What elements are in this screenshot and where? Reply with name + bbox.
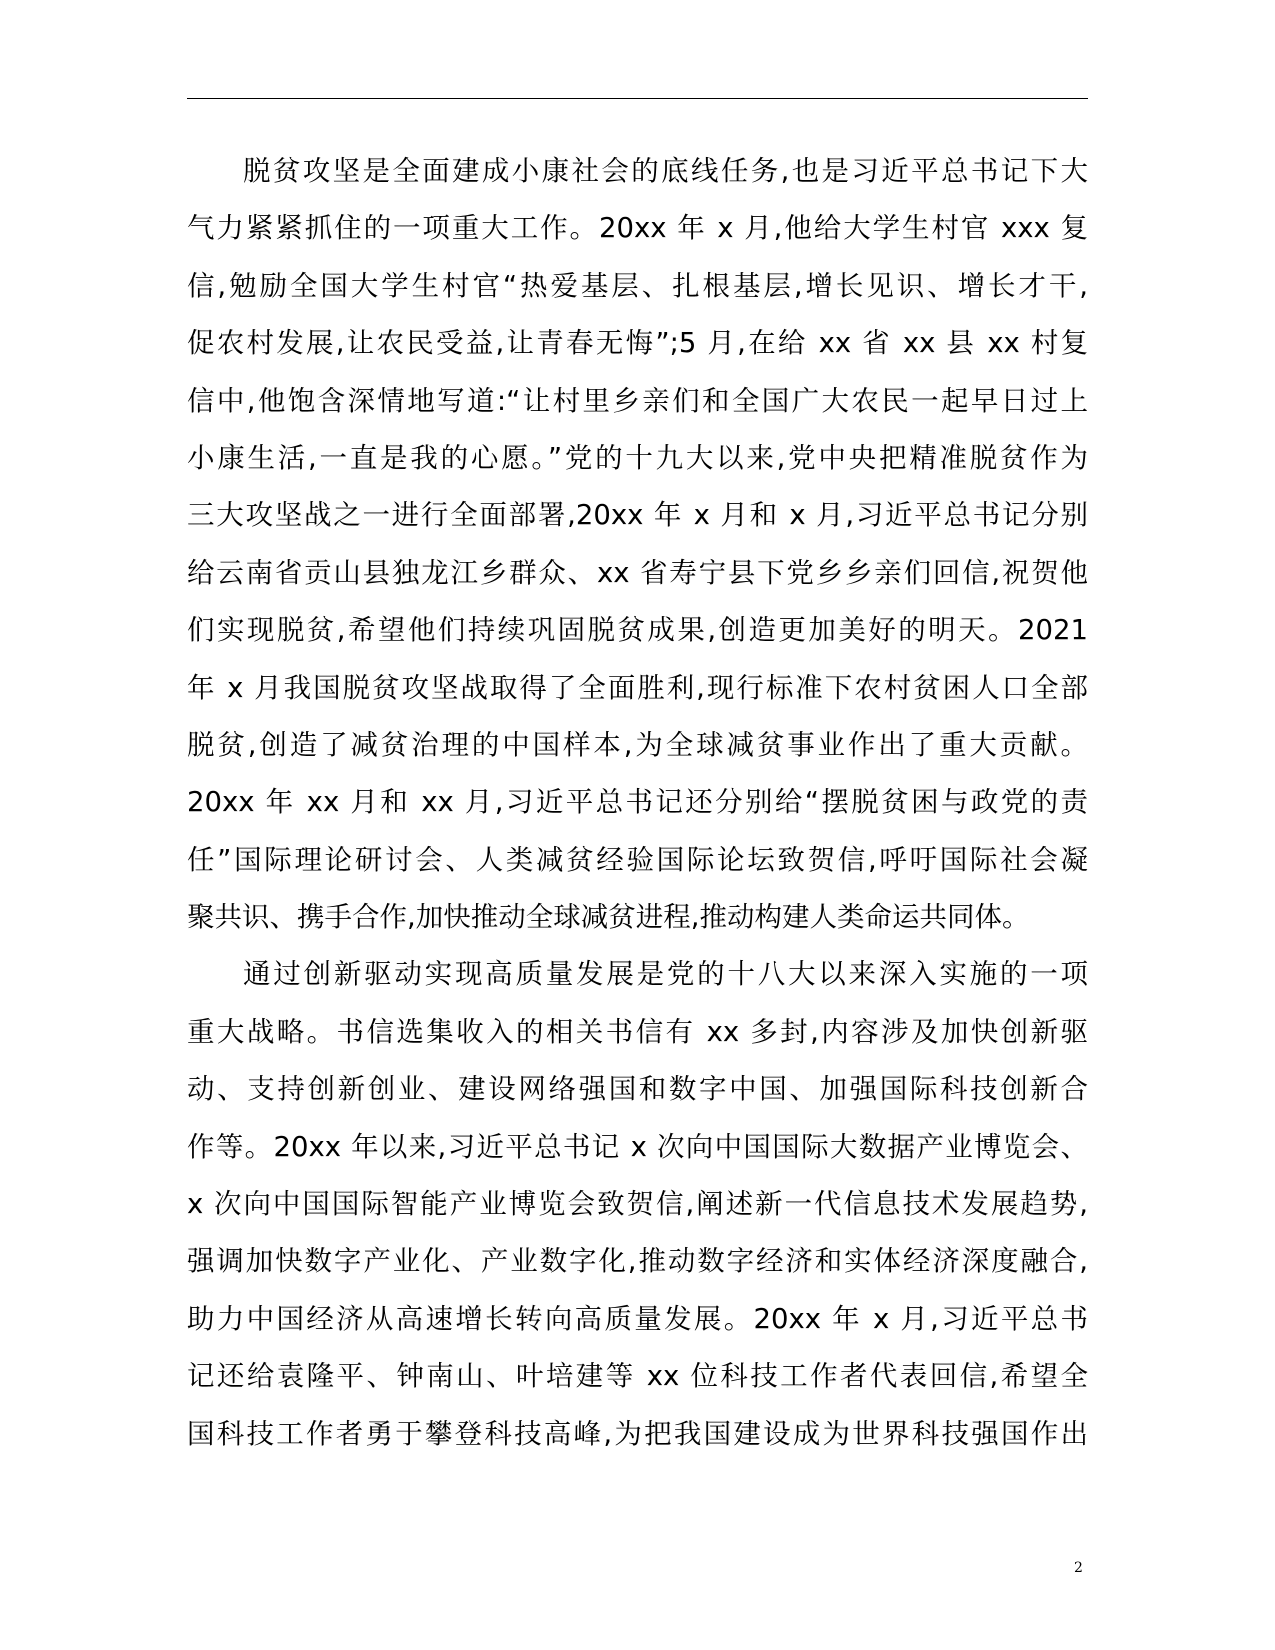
text-line: 聚共识、携手合作,加快推动全球减贫进程,推动构建人类命运共同体。	[187, 901, 1030, 934]
text-line: 年 x 月我国脱贫攻坚战取得了全面胜利,现行标准下农村贫困人口全部	[187, 671, 1088, 704]
document-body	[187, 143, 1088, 1463]
text-line: 促农村发展,让农民受益,让青春无悔”;5 月,在给 xx 省 xx 县 xx 村复	[187, 327, 1088, 360]
text-line: 信中,他饱含深情地写道:“让村里乡亲们和全国广大农民一起早日过上	[187, 384, 1088, 417]
text-line: 助力中国经济从高速增长转向高质量发展。20xx 年 x 月,习近平总书	[187, 1302, 1088, 1335]
page-number: 2	[1074, 1560, 1083, 1576]
text-line: 作等。20xx 年以来,习近平总书记 x 次向中国国际大数据产业博览会、	[187, 1130, 1088, 1163]
text-line: 三大攻坚战之一进行全面部署,20xx 年 x 月和 x 月,习近平总书记分别	[187, 499, 1088, 532]
text-line: 信,勉励全国大学生村官“热爱基层、扎根基层,增长见识、增长才干,	[187, 269, 1088, 302]
text-line: 20xx 年 xx 月和 xx 月,习近平总书记还分别给“摆脱贫困与政党的责	[187, 786, 1088, 819]
text-line: 重大战略。书信选集收入的相关书信有 xx 多封,内容涉及加快创新驱	[187, 1015, 1088, 1048]
text-line: 通过创新驱动实现高质量发展是党的十八大以来深入实施的一项	[243, 958, 1088, 991]
text-line: 们实现脱贫,希望他们持续巩固脱贫成果,创造更加美好的明天。2021	[187, 614, 1088, 647]
paragraph-2	[187, 946, 1088, 1463]
text-line: 气力紧紧抓住的一项重大工作。20xx 年 x 月,他给大学生村官 xxx 复	[187, 212, 1088, 245]
text-line: 小康生活,一直是我的心愿。”党的十九大以来,党中央把精准脱贫作为	[187, 441, 1088, 474]
paragraph-1	[187, 143, 1088, 946]
text-line: 脱贫攻坚是全面建成小康社会的底线任务,也是习近平总书记下大	[243, 155, 1088, 187]
text-line: 强调加快数字产业化、产业数字化,推动数字经济和实体经济深度融合,	[187, 1245, 1088, 1278]
text-line: 给云南省贡山县独龙江乡群众、xx 省寿宁县下党乡乡亲们回信,祝贺他	[187, 556, 1088, 589]
text-line: 国科技工作者勇于攀登科技高峰,为把我国建设成为世界科技强国作出	[187, 1417, 1088, 1450]
text-line: 动、支持创新创业、建设网络强国和数字中国、加强国际科技创新合	[187, 1073, 1088, 1106]
text-line: x 次向中国国际智能产业博览会致贺信,阐述新一代信息技术发展趋势,	[187, 1188, 1088, 1221]
text-line: 记还给袁隆平、钟南山、叶培建等 xx 位科技工作者代表回信,希望全	[187, 1360, 1088, 1393]
header-rule	[187, 98, 1088, 99]
text-line: 脱贫,创造了减贫治理的中国样本,为全球减贫事业作出了重大贡献。	[187, 728, 1088, 761]
text-line: 任”国际理论研讨会、人类减贫经验国际论坛致贺信,呼吁国际社会凝	[187, 843, 1088, 876]
